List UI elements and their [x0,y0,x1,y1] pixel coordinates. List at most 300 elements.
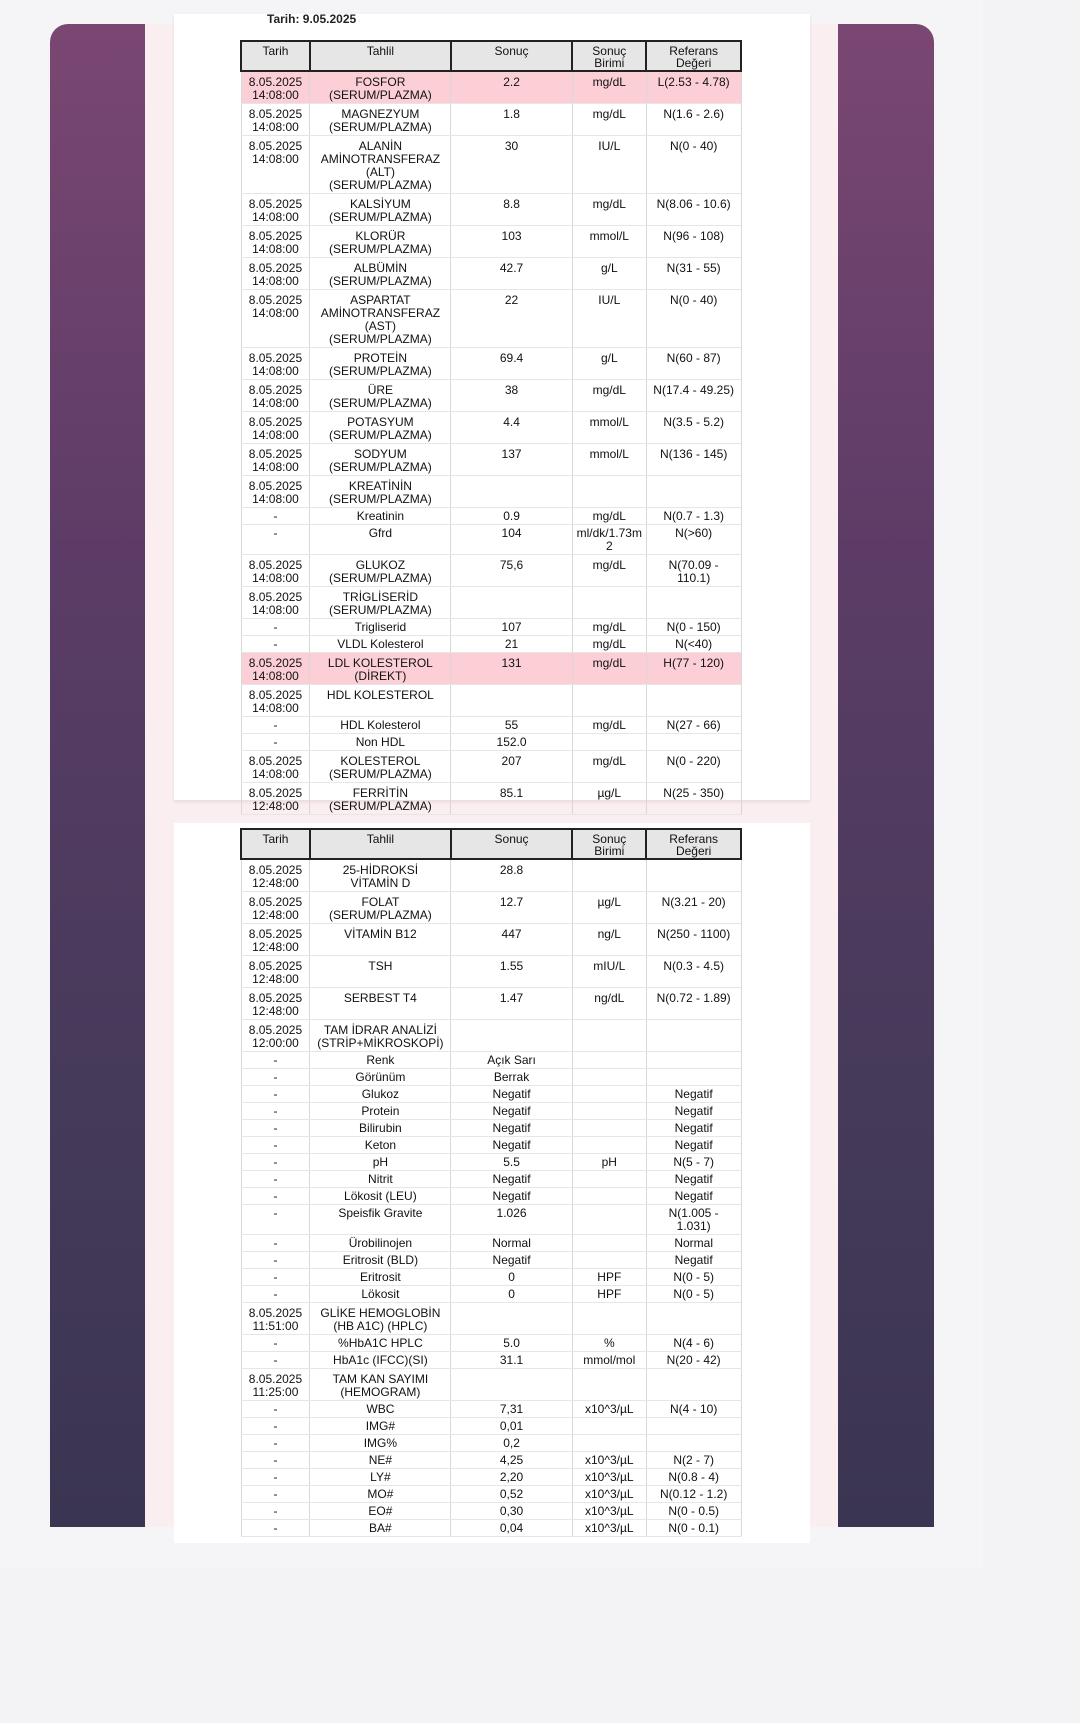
cell-result: 7,31 [451,1401,572,1418]
cell-test: FOSFOR (SERUM/PLAZMA) [310,71,451,104]
table-row [241,1435,741,1452]
table-row [241,1137,741,1154]
cell-reference: Negatif [646,1188,741,1205]
header-unit: Sonuç Birimi [572,41,646,71]
table-row [241,1469,741,1486]
table-row [241,1103,741,1120]
cell-reference: N(1.005 - 1.031) [646,1205,741,1235]
cell-test: Non HDL [310,734,451,751]
cell-reference [646,1303,741,1335]
cell-unit [572,1020,646,1052]
cell-test: Glukoz [310,1086,451,1103]
cell-reference: N(8.06 - 10.6) [646,194,741,226]
cell-test: MAGNEZYUM (SERUM/PLAZMA) [310,104,451,136]
cell-unit: HPF [572,1269,646,1286]
cell-result: 0 [451,1269,572,1286]
cell-unit [572,476,646,508]
cell-unit: IU/L [572,290,646,348]
table-row [241,1335,741,1352]
cell-test: Bilirubin [310,1120,451,1137]
table-row [241,1286,741,1303]
cell-result: 75,6 [451,555,572,587]
cell-result: 55 [451,717,572,734]
table-row [241,717,741,734]
table-row [241,1086,741,1103]
cell-reference: Negatif [646,1171,741,1188]
table-row [241,685,741,717]
cell-date: - [241,1188,310,1205]
table-row [241,734,741,751]
cell-date: - [241,1086,310,1103]
cell-unit [572,685,646,717]
cell-date: - [241,1137,310,1154]
cell-result: Negatif [451,1103,572,1120]
cell-test: TAM İDRAR ANALİZİ (STRİP+MİKROSKOPİ) [310,1020,451,1052]
cell-test: Speisfik Gravite [310,1205,451,1235]
cell-unit [572,734,646,751]
cell-test: WBC [310,1401,451,1418]
table-row [241,1069,741,1086]
cell-test: Gfrd [310,525,451,555]
cell-result: 131 [451,653,572,685]
cell-date: - [241,1503,310,1520]
table-row [241,525,741,555]
cell-date: 8.05.2025 14:08:00 [241,751,310,783]
cell-date: - [241,1486,310,1503]
cell-date: - [241,1205,310,1235]
cell-reference: L(2.53 - 4.78) [646,71,741,104]
cell-reference: N(4 - 10) [646,1401,741,1418]
cell-result: 104 [451,525,572,555]
table-row [241,1252,741,1269]
table-header-row [241,829,741,859]
cell-result: 8.8 [451,194,572,226]
cell-unit: x10^3/µL [572,1520,646,1537]
cell-unit: x10^3/µL [572,1452,646,1469]
cell-test: Keton [310,1137,451,1154]
table-row [241,783,741,815]
cell-result: 0 [451,1286,572,1303]
cell-date: - [241,1252,310,1269]
cell-unit [572,1252,646,1269]
cell-date: 8.05.2025 14:08:00 [241,444,310,476]
cell-reference: N(0.8 - 4) [646,1469,741,1486]
cell-result: Negatif [451,1252,572,1269]
cell-result: 103 [451,226,572,258]
cell-test: KOLESTEROL (SERUM/PLAZMA) [310,751,451,783]
cell-unit: mIU/L [572,956,646,988]
cell-test: SODYUM (SERUM/PLAZMA) [310,444,451,476]
cell-unit: mg/dL [572,717,646,734]
table-row [241,1503,741,1520]
cell-date: - [241,734,310,751]
cell-test: ÜRE (SERUM/PLAZMA) [310,380,451,412]
table-row [241,380,741,412]
cell-result [451,1369,572,1401]
cell-test: Lökosit (LEU) [310,1188,451,1205]
cell-result: 2.2 [451,71,572,104]
cell-result: 207 [451,751,572,783]
cell-result: 69.4 [451,348,572,380]
cell-reference: H(77 - 120) [646,653,741,685]
cell-reference [646,1435,741,1452]
cell-result: Negatif [451,1086,572,1103]
cell-date: - [241,1235,310,1252]
header-result: Sonuç [451,829,572,859]
cell-unit: g/L [572,348,646,380]
cell-date: - [241,1352,310,1369]
cell-unit: mg/dL [572,194,646,226]
header-result: Sonuç [451,41,572,71]
cell-reference: N(96 - 108) [646,226,741,258]
cell-date: - [241,525,310,555]
cell-reference: Negatif [646,1086,741,1103]
cell-test: TAM KAN SAYIMI (HEMOGRAM) [310,1369,451,1401]
cell-result: 107 [451,619,572,636]
cell-test: Eritrosit [310,1269,451,1286]
cell-result: 28.8 [451,859,572,892]
cell-unit: mmol/L [572,444,646,476]
cell-unit: mg/dL [572,619,646,636]
cell-result [451,587,572,619]
cell-unit: mmol/L [572,412,646,444]
cell-result [451,685,572,717]
header-date: Tarih [241,41,310,71]
cell-unit: mg/dL [572,636,646,653]
cell-date: 8.05.2025 12:48:00 [241,924,310,956]
cell-unit [572,1435,646,1452]
cell-result: Berrak [451,1069,572,1086]
cell-reference: N(3.5 - 5.2) [646,412,741,444]
cell-test: Trigliserid [310,619,451,636]
cell-reference: N(3.21 - 20) [646,892,741,924]
cell-reference [646,476,741,508]
cell-result: 447 [451,924,572,956]
cell-reference: Negatif [646,1137,741,1154]
cell-reference: N(4 - 6) [646,1335,741,1352]
table-row [241,1520,741,1537]
cell-unit: mg/dL [572,555,646,587]
cell-test: Nitrit [310,1171,451,1188]
cell-result: 0,30 [451,1503,572,1520]
cell-unit: mg/dL [572,380,646,412]
cell-test: KREATİNİN (SERUM/PLAZMA) [310,476,451,508]
cell-test: IMG# [310,1418,451,1435]
table-row [241,1418,741,1435]
cell-test: GLİKE HEMOGLOBİN (HB A1C) (HPLC) [310,1303,451,1335]
cell-unit [572,1235,646,1252]
cell-date: 8.05.2025 14:08:00 [241,685,310,717]
table-row [241,1154,741,1171]
cell-reference: N(27 - 66) [646,717,741,734]
table-row [241,892,741,924]
cell-result: 0,04 [451,1520,572,1537]
table-row [241,1452,741,1469]
cell-reference: Negatif [646,1103,741,1120]
cell-unit [572,1303,646,1335]
cell-date: 8.05.2025 11:51:00 [241,1303,310,1335]
cell-reference: N(0.72 - 1.89) [646,988,741,1020]
cell-reference: N(0 - 220) [646,751,741,783]
cell-date: 8.05.2025 14:08:00 [241,348,310,380]
cell-result: Normal [451,1235,572,1252]
cell-test: TSH [310,956,451,988]
cell-result: 4,25 [451,1452,572,1469]
cell-reference: N(>60) [646,525,741,555]
cell-unit: mg/dL [572,508,646,525]
cell-date: - [241,1052,310,1069]
cell-unit: mg/dL [572,104,646,136]
cell-date: - [241,508,310,525]
lab-results-table-1 [240,40,742,815]
cell-test: VİTAMİN B12 [310,924,451,956]
table-row [241,751,741,783]
cell-test: GLUKOZ (SERUM/PLAZMA) [310,555,451,587]
cell-reference: N(136 - 145) [646,444,741,476]
cell-test: Ürobilinojen [310,1235,451,1252]
cell-test: VLDL Kolesterol [310,636,451,653]
cell-test: Lökosit [310,1286,451,1303]
cell-reference: N(0.12 - 1.2) [646,1486,741,1503]
cell-result: Negatif [451,1137,572,1154]
table-row [241,476,741,508]
cell-date: 8.05.2025 14:08:00 [241,412,310,444]
cell-unit: mg/dL [572,71,646,104]
table-row [241,1020,741,1052]
cell-result: 0,52 [451,1486,572,1503]
table-row [241,1269,741,1286]
cell-test: HbA1c (IFCC)(SI) [310,1352,451,1369]
cell-date: 8.05.2025 14:08:00 [241,555,310,587]
cell-reference: N(250 - 1100) [646,924,741,956]
cell-reference: N(17.4 - 49.25) [646,380,741,412]
cell-unit: x10^3/µL [572,1469,646,1486]
cell-reference: N(70.09 - 110.1) [646,555,741,587]
table-row [241,348,741,380]
cell-date: 8.05.2025 12:48:00 [241,859,310,892]
header-reference: Referans Değeri [646,41,741,71]
cell-unit: ml/dk/1.73m 2 [572,525,646,555]
header-test: Tahlil [310,41,451,71]
cell-date: 8.05.2025 12:48:00 [241,783,310,815]
cell-reference: Negatif [646,1120,741,1137]
table-row [241,104,741,136]
cell-unit: ng/L [572,924,646,956]
cell-date: - [241,1069,310,1086]
table-row [241,1205,741,1235]
table-row [241,508,741,525]
cell-date: 8.05.2025 12:48:00 [241,892,310,924]
cell-date: 8.05.2025 14:08:00 [241,290,310,348]
cell-reference: N(25 - 350) [646,783,741,815]
cell-test: Görünüm [310,1069,451,1086]
cell-test: SERBEST T4 [310,988,451,1020]
cell-test: LDL KOLESTEROL (DİREKT) [310,653,451,685]
cell-test: PROTEİN (SERUM/PLAZMA) [310,348,451,380]
document-viewer-frame [50,12,934,1535]
table-row [241,924,741,956]
cell-test: HDL Kolesterol [310,717,451,734]
cell-date: - [241,1269,310,1286]
cell-test: BA# [310,1520,451,1537]
table-row [241,1052,741,1069]
report-page-1 [174,12,810,813]
cell-unit [572,859,646,892]
cell-unit [572,1205,646,1235]
cell-date: 8.05.2025 14:08:00 [241,104,310,136]
cell-result: 5.5 [451,1154,572,1171]
cell-date: 8.05.2025 12:00:00 [241,1020,310,1052]
cell-date: - [241,1435,310,1452]
cell-reference: N(5 - 7) [646,1154,741,1171]
cell-unit [572,1120,646,1137]
table-row [241,1369,741,1401]
cell-date: - [241,1418,310,1435]
cell-result: 152.0 [451,734,572,751]
cell-result: 137 [451,444,572,476]
cell-reference [646,1052,741,1069]
table-row [241,988,741,1020]
cell-result: Negatif [451,1120,572,1137]
cell-date: 8.05.2025 14:08:00 [241,136,310,194]
cell-unit: mg/dL [572,751,646,783]
cell-test: pH [310,1154,451,1171]
table-row [241,1171,741,1188]
cell-reference: N(<40) [646,636,741,653]
cell-result: 12.7 [451,892,572,924]
cell-reference: Negatif [646,1252,741,1269]
table-row [241,619,741,636]
cell-unit [572,587,646,619]
cell-reference: N(0.7 - 1.3) [646,508,741,525]
table-row [241,1188,741,1205]
cell-result: 1.8 [451,104,572,136]
cell-test: Kreatinin [310,508,451,525]
cell-reference: N(0 - 150) [646,619,741,636]
cell-test: NE# [310,1452,451,1469]
cell-unit [572,1369,646,1401]
cell-reference [646,1369,741,1401]
cell-test: 25-HİDROKSİ VİTAMİN D [310,859,451,892]
cell-test: LY# [310,1469,451,1486]
table-row [241,587,741,619]
cell-reference [646,859,741,892]
cell-date: - [241,1286,310,1303]
cell-date: 8.05.2025 14:08:00 [241,587,310,619]
cell-date: 8.05.2025 12:48:00 [241,956,310,988]
table-row [241,956,741,988]
cell-date: 8.05.2025 14:08:00 [241,380,310,412]
cell-result: 30 [451,136,572,194]
cell-test: Renk [310,1052,451,1069]
cell-reference: N(0.3 - 4.5) [646,956,741,988]
cell-date: 8.05.2025 12:48:00 [241,988,310,1020]
cell-unit: mg/dL [572,653,646,685]
cell-result: 42.7 [451,258,572,290]
cell-unit [572,1052,646,1069]
cell-date: 8.05.2025 14:08:00 [241,194,310,226]
cell-test: KALSİYUM (SERUM/PLAZMA) [310,194,451,226]
cell-reference: N(60 - 87) [646,348,741,380]
cell-reference [646,1418,741,1435]
header-test: Tahlil [310,829,451,859]
cell-test: FOLAT (SERUM/PLAZMA) [310,892,451,924]
cell-date: 8.05.2025 14:08:00 [241,71,310,104]
cell-result: 31.1 [451,1352,572,1369]
table-row [241,653,741,685]
table-row [241,555,741,587]
cell-unit [572,1086,646,1103]
cell-reference: N(0 - 5) [646,1269,741,1286]
cell-test: IMG% [310,1435,451,1452]
cell-date: 8.05.2025 14:08:00 [241,476,310,508]
table-row [241,1352,741,1369]
cell-test: Eritrosit (BLD) [310,1252,451,1269]
cell-unit: mmol/L [572,226,646,258]
cell-unit: % [572,1335,646,1352]
cell-test: Protein [310,1103,451,1120]
cell-test: TRİGLİSERİD (SERUM/PLAZMA) [310,587,451,619]
cell-test: %HbA1C HPLC [310,1335,451,1352]
cell-test: MO# [310,1486,451,1503]
cell-test: ALBÜMİN (SERUM/PLAZMA) [310,258,451,290]
cell-unit: µg/L [572,892,646,924]
cell-date: - [241,1401,310,1418]
cell-unit: x10^3/µL [572,1503,646,1520]
cell-date: - [241,1335,310,1352]
table-row [241,1120,741,1137]
table-row [241,1303,741,1335]
table-row [241,226,741,258]
cell-test: FERRİTİN (SERUM/PLAZMA) [310,783,451,815]
cell-date: 8.05.2025 11:25:00 [241,1369,310,1401]
cell-date: 8.05.2025 14:08:00 [241,258,310,290]
cell-result: 0.9 [451,508,572,525]
cell-date: - [241,619,310,636]
cell-result: 1.026 [451,1205,572,1235]
cell-reference [646,1069,741,1086]
cell-test: HDL KOLESTEROL [310,685,451,717]
table-row [241,290,741,348]
cell-result [451,1303,572,1335]
cell-date: - [241,636,310,653]
document-scroll-area[interactable] [145,12,838,1535]
cell-reference: N(31 - 55) [646,258,741,290]
header-unit: Sonuç Birimi [572,829,646,859]
cell-reference [646,685,741,717]
cell-unit [572,1137,646,1154]
table-row [241,412,741,444]
cell-date: - [241,1103,310,1120]
cell-test: KLORÜR (SERUM/PLAZMA) [310,226,451,258]
cell-reference [646,1020,741,1052]
cell-date: 8.05.2025 14:08:00 [241,653,310,685]
lab-results-table-2 [240,828,742,1537]
cell-unit: x10^3/µL [572,1486,646,1503]
cell-unit [572,1171,646,1188]
cell-date: - [241,1120,310,1137]
cell-result: Negatif [451,1188,572,1205]
cell-test: ASPARTAT AMİNOTRANSFERAZ (AST) (SERUM/PLAZMA) [310,290,451,348]
table-row [241,1235,741,1252]
cell-unit [572,1069,646,1086]
cell-reference [646,734,741,751]
cell-result: 22 [451,290,572,348]
cell-reference: N(2 - 7) [646,1452,741,1469]
cell-result: 85.1 [451,783,572,815]
cell-unit [572,1418,646,1435]
cell-result: 21 [451,636,572,653]
